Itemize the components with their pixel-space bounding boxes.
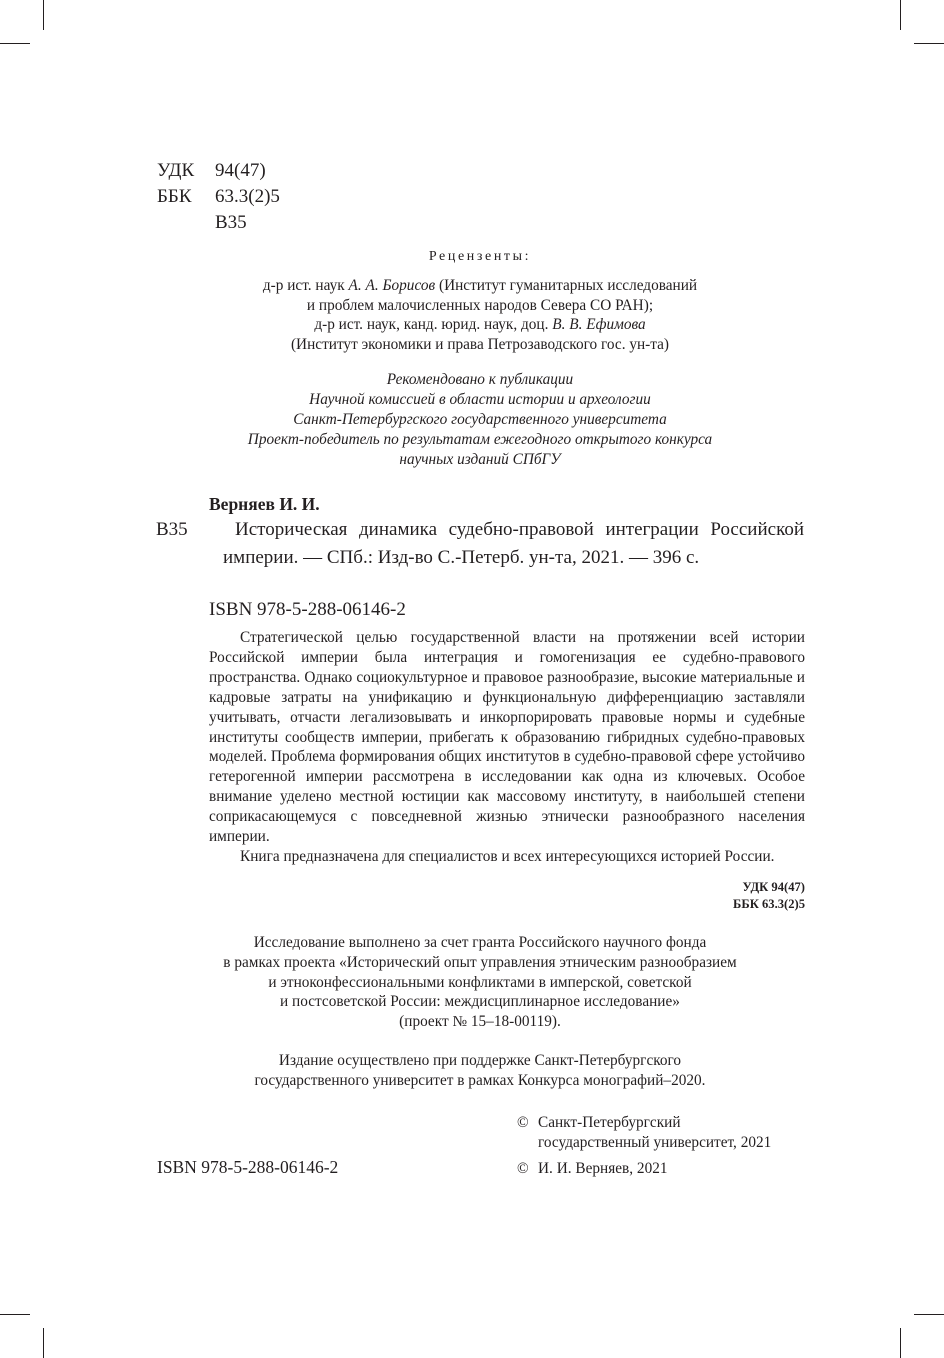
recommendation-block: Рекомендовано к публикации Научной комиссией в области истории и археологии Санкт-Петербургского государственного университета Проект-победитель по результатам ежегодного открытого конкурса научных изданий СПбГУ	[247, 371, 713, 468]
grant-note: Исследование выполнено за счет гранта Российского научного фонда в рамках проекта «Исторический опыт управления этническим разнообразием и этноконфессиональными конфликтами в имперской, советской и постсоветской России: междисциплинарное исследование» (проект № 15–18-00119).	[223, 934, 737, 1031]
crop-mark-top-left-v	[43, 0, 44, 30]
copyright-symbol: ©	[517, 1160, 529, 1177]
abstract	[209, 628, 805, 867]
book-title: Историческая динамика судебно-правовой интеграции Российской империи. — СПб.: Изд-во С.-Петерб. ун-та, 2021. — 396 с.	[223, 519, 804, 568]
crop-mark-top-left-h	[0, 43, 30, 44]
classification-codes	[157, 158, 280, 236]
crop-mark-bottom-right-h	[914, 1314, 944, 1315]
book-isbn: ISBN 978-5-288-06146-2	[209, 599, 406, 620]
bbk-label: ББК	[157, 186, 192, 207]
reviewers-heading: Рецензенты:	[428, 249, 532, 264]
udk-label: УДК	[157, 160, 195, 181]
classification-codes-bottom: УДК 94(47) ББК 63.3(2)5	[733, 880, 805, 911]
author-mark: В35	[215, 212, 247, 233]
book-code: В35	[156, 519, 188, 540]
udk-value: 94(47)	[215, 160, 266, 181]
bbk-value: 63.3(2)5	[215, 186, 280, 207]
crop-mark-top-right-h	[914, 43, 944, 44]
abstract-paragraph-2: Книга предназначена для специалистов и всех интересующихся историей России.	[240, 847, 775, 865]
reviewer-name-2: В. В. Ефимова	[552, 316, 646, 334]
isbn-bottom: ISBN 978-5-288-06146-2	[157, 1157, 339, 1177]
reviewer-name-1: А. А. Борисов	[348, 277, 436, 294]
crop-mark-bottom-right-v	[900, 1328, 901, 1358]
support-note: Издание осуществлено при поддержке Санкт-Петербургского государственного университет в рамках Конкурса монографий–2020.	[254, 1052, 706, 1089]
book-author: Верняев И. И.	[209, 494, 320, 514]
copyright-block: © Санкт-Петербургский государственный университет, 2021 © И. И. Верняев, 2021	[517, 1114, 772, 1177]
crop-mark-top-right-v	[900, 0, 901, 30]
copyright-symbol: ©	[517, 1114, 529, 1131]
reviewers-block: д-р ист. наук А. А. Борисов (Институт гуманитарных исследований и проблем малочисленных народов Севера СО РАН); д-р ист. наук, канд. юрид. наук, доц. В. В. Ефимова (Институт экономики и права Петрозаводского гос. ун-та)	[262, 277, 698, 353]
crop-mark-bottom-left-h	[0, 1314, 30, 1315]
crop-mark-bottom-left-v	[43, 1328, 44, 1358]
abstract-paragraph-1: Стратегической целью государственной власти на протяжении всей истории Российской империи была интеграция и гомогенизация ее судебно-правового пространства. Однако социокультурное и правовое разнообразие, высокие материальные и кадровые затраты на унификацию и функциональную дифференциацию заставляли учитывать, отчасти легализовывать и инкорпорировать правовые нормы и судебные институты сообществ империи, прибегать к образованию гибридных судебно-правовых моделей. Проблема формирования общих институтов в судебно-правовой сфере устойчиво гетерогенной империи рассмотрена в исследовании как одна из ключевых. Особое внимание уделено местной юстиции как массовому институту, в наибольшей степени соприкасающемуся с повседневной жизнью этнически разнообразного населения империи.	[209, 629, 805, 846]
